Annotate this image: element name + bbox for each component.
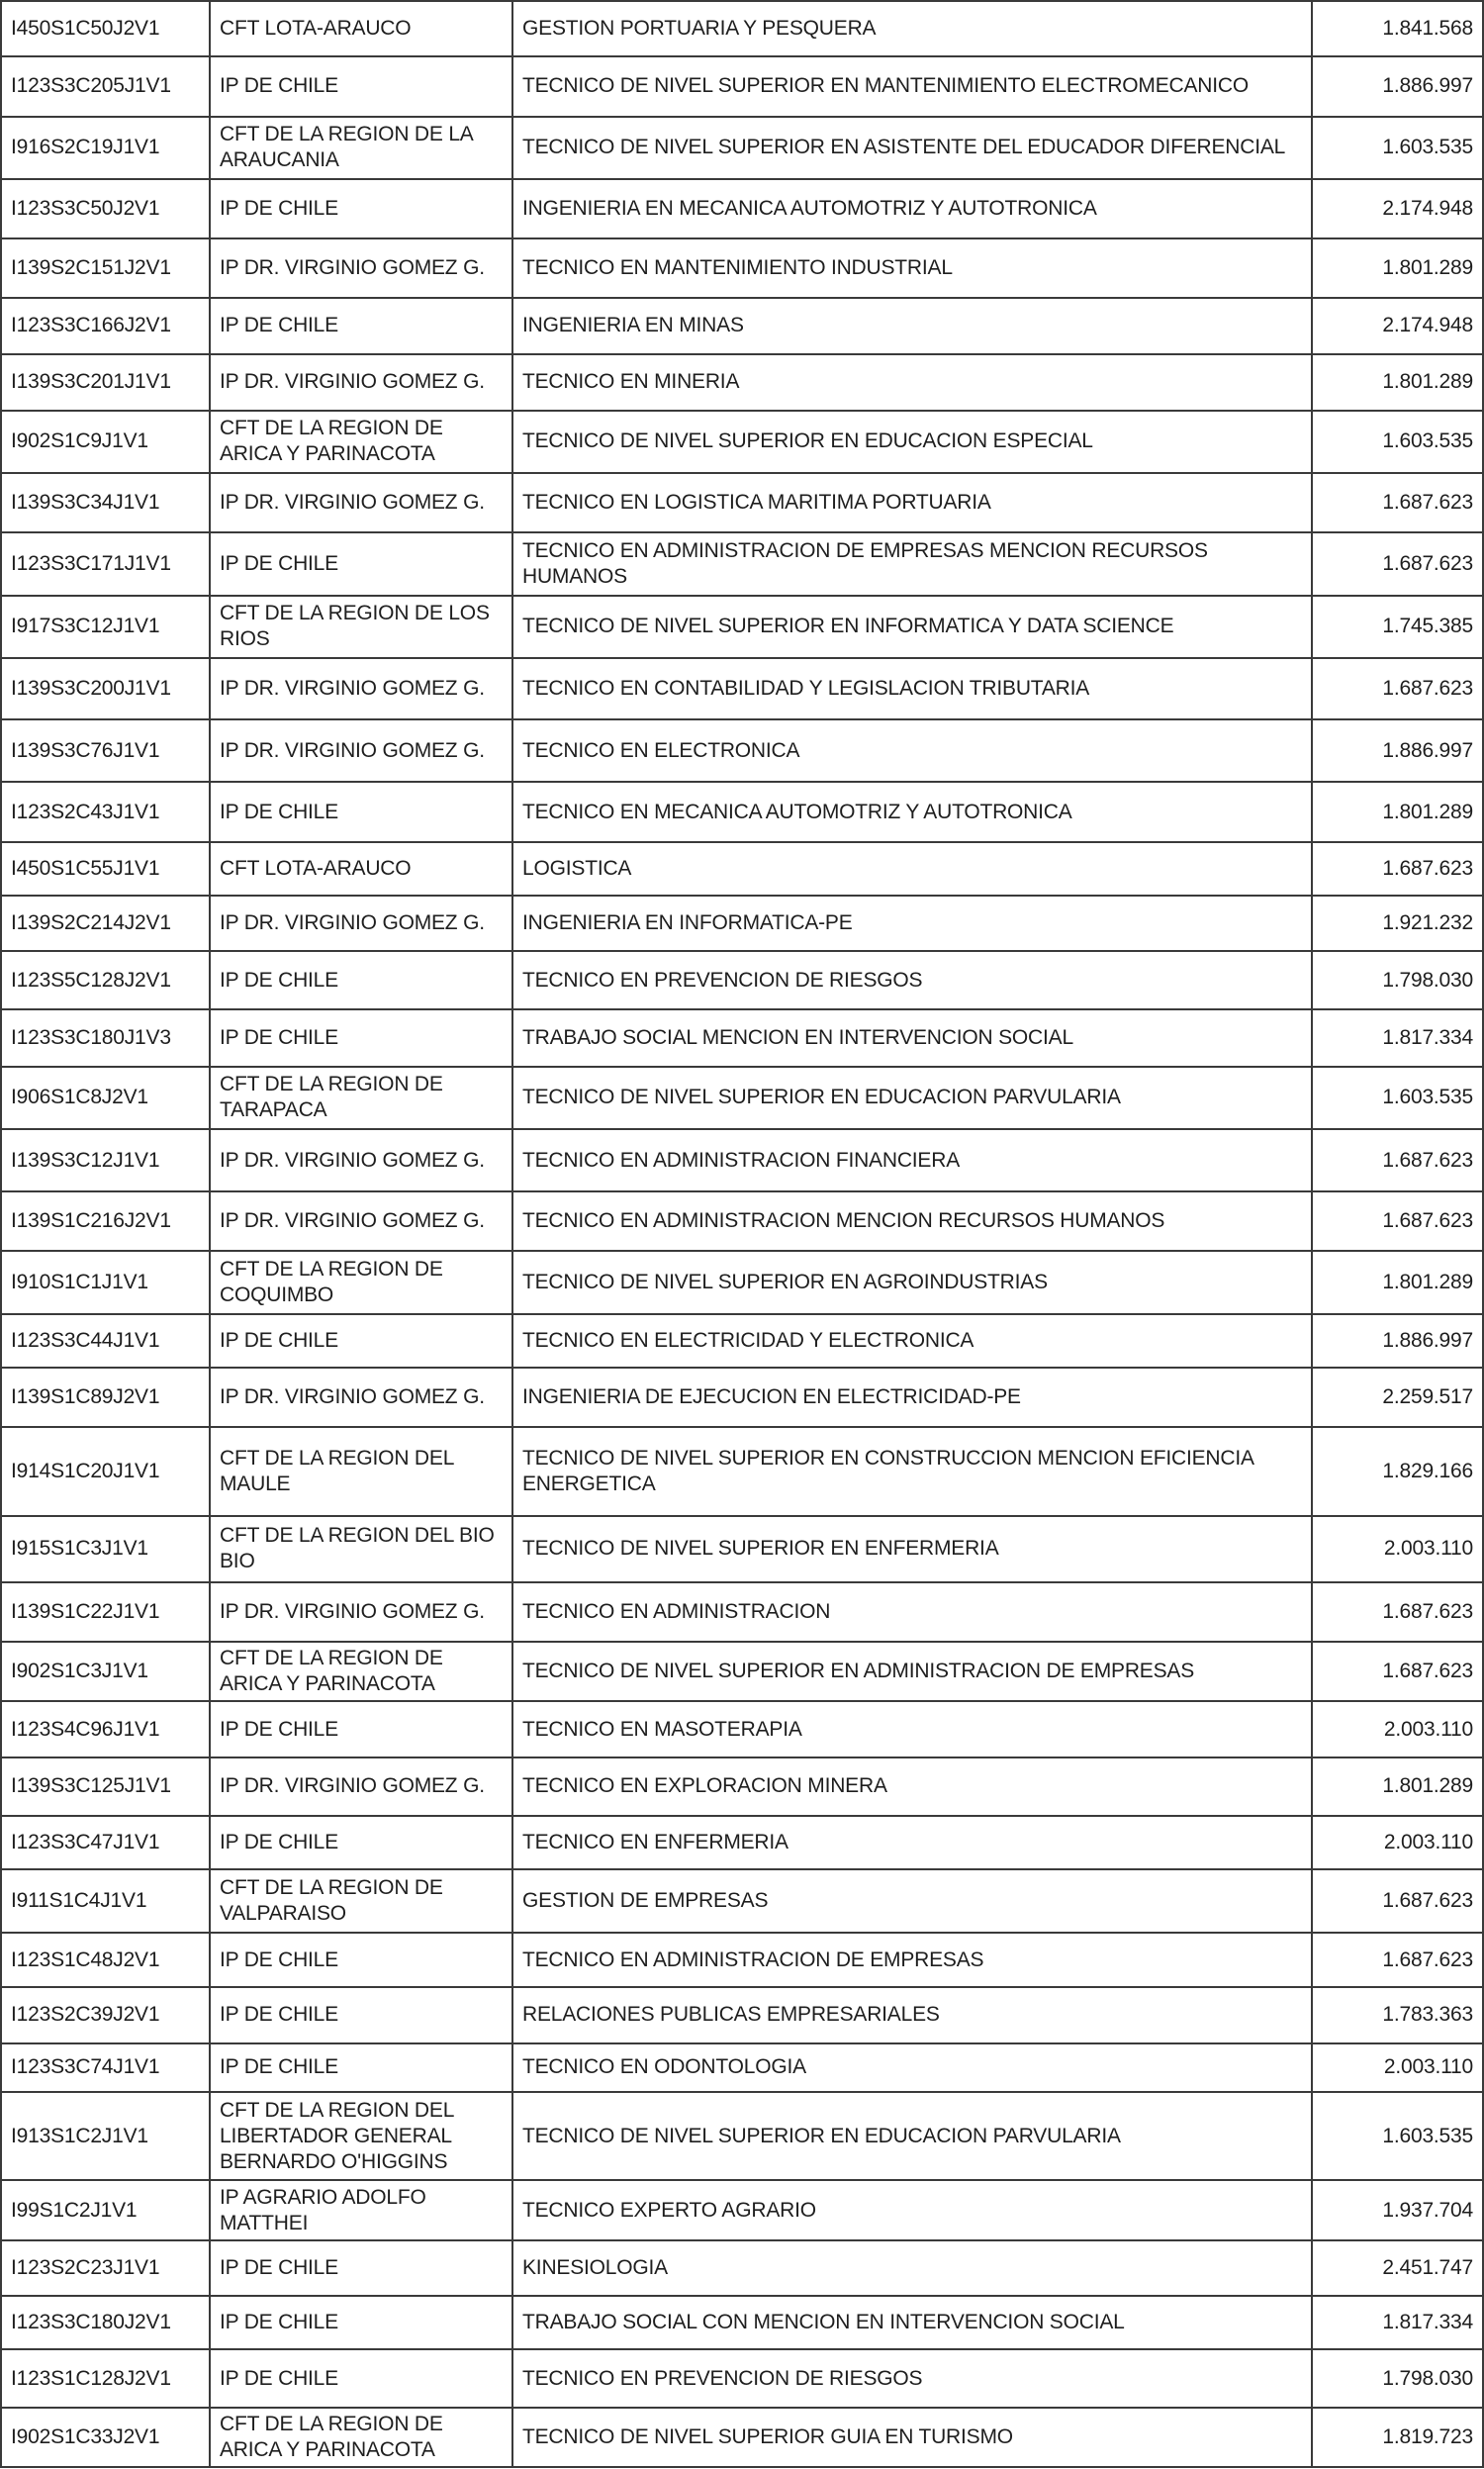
program-name-cell: TECNICO EN ODONTOLOGIA: [512, 2043, 1312, 2092]
institution-cell: IP DE CHILE: [210, 1933, 512, 1986]
table-row: [1, 2043, 1483, 2092]
programs-table-body: [1, 1, 1483, 2467]
program-code-cell: I123S3C180J2V1: [1, 2296, 210, 2349]
program-code-cell: I139S3C12J1V1: [1, 1129, 210, 1191]
institution-cell: IP DR. VIRGINIO GOMEZ G.: [210, 1129, 512, 1191]
table-row: [1, 2349, 1483, 2408]
table-row: [1, 179, 1483, 238]
institution-cell: IP DE CHILE: [210, 532, 512, 595]
program-name-cell: TECNICO DE NIVEL SUPERIOR EN EDUCACION ESPECIAL: [512, 411, 1312, 473]
table-row: [1, 1869, 1483, 1933]
institution-cell: CFT DE LA REGION DE LA ARAUCANIA: [210, 117, 512, 179]
table-row: [1, 2180, 1483, 2239]
program-code-cell: I450S1C50J2V1: [1, 1, 210, 56]
amount-cell: 1.745.385: [1312, 596, 1483, 658]
institution-cell: IP DE CHILE: [210, 2043, 512, 2092]
amount-cell: 1.801.289: [1312, 1757, 1483, 1816]
program-code-cell: I139S2C214J2V1: [1, 896, 210, 951]
institution-cell: IP DR. VIRGINIO GOMEZ G.: [210, 1582, 512, 1642]
table-row: [1, 238, 1483, 298]
amount-cell: 1.801.289: [1312, 782, 1483, 841]
program-code-cell: I123S3C180J1V3: [1, 1009, 210, 1066]
amount-cell: 1.801.289: [1312, 1251, 1483, 1313]
program-name-cell: TECNICO EXPERTO AGRARIO: [512, 2180, 1312, 2239]
amount-cell: 1.829.166: [1312, 1427, 1483, 1515]
institution-cell: CFT DE LA REGION DE LOS RIOS: [210, 596, 512, 658]
table-row: [1, 951, 1483, 1009]
program-name-cell: KINESIOLOGIA: [512, 2240, 1312, 2296]
institution-cell: IP DR. VIRGINIO GOMEZ G.: [210, 473, 512, 532]
program-name-cell: TECNICO DE NIVEL SUPERIOR EN ENFERMERIA: [512, 1516, 1312, 1582]
amount-cell: 1.801.289: [1312, 238, 1483, 298]
program-code-cell: I139S3C34J1V1: [1, 473, 210, 532]
program-name-cell: INGENIERIA EN MECANICA AUTOMOTRIZ Y AUTOTRONICA: [512, 179, 1312, 238]
program-code-cell: I450S1C55J1V1: [1, 842, 210, 896]
program-code-cell: I911S1C4J1V1: [1, 1869, 210, 1933]
institution-cell: IP DE CHILE: [210, 1009, 512, 1066]
program-code-cell: I99S1C2J1V1: [1, 2180, 210, 2239]
table-row: [1, 298, 1483, 353]
table-row: [1, 782, 1483, 841]
program-name-cell: TRABAJO SOCIAL CON MENCION EN INTERVENCION SOCIAL: [512, 2296, 1312, 2349]
table-row: [1, 596, 1483, 658]
program-code-cell: I123S3C44J1V1: [1, 1314, 210, 1368]
program-code-cell: I139S1C22J1V1: [1, 1582, 210, 1642]
amount-cell: 1.687.623: [1312, 1129, 1483, 1191]
table-row: [1, 1757, 1483, 1816]
amount-cell: 1.603.535: [1312, 117, 1483, 179]
program-name-cell: TECNICO DE NIVEL SUPERIOR EN MANTENIMIENTO ELECTROMECANICO: [512, 56, 1312, 116]
program-code-cell: I123S3C74J1V1: [1, 2043, 210, 2092]
table-row: [1, 1427, 1483, 1515]
program-name-cell: TECNICO DE NIVEL SUPERIOR EN INFORMATICA Y DATA SCIENCE: [512, 596, 1312, 658]
institution-cell: IP DE CHILE: [210, 1816, 512, 1869]
table-row: [1, 1701, 1483, 1757]
institution-cell: CFT LOTA-ARAUCO: [210, 842, 512, 896]
table-row: [1, 1251, 1483, 1313]
program-name-cell: TECNICO DE NIVEL SUPERIOR EN AGROINDUSTRIAS: [512, 1251, 1312, 1313]
program-code-cell: I123S1C128J2V1: [1, 2349, 210, 2408]
amount-cell: 1.687.623: [1312, 842, 1483, 896]
program-name-cell: TECNICO DE NIVEL SUPERIOR EN CONSTRUCCION MENCION EFICIENCIA ENERGETICA: [512, 1427, 1312, 1515]
institution-cell: CFT DE LA REGION DE ARICA Y PARINACOTA: [210, 411, 512, 473]
program-code-cell: I123S3C171J1V1: [1, 532, 210, 595]
table-row: [1, 354, 1483, 411]
amount-cell: 1.603.535: [1312, 411, 1483, 473]
institution-cell: CFT DE LA REGION DEL MAULE: [210, 1427, 512, 1515]
amount-cell: 1.603.535: [1312, 2092, 1483, 2180]
program-code-cell: I123S3C166J2V1: [1, 298, 210, 353]
program-name-cell: TECNICO DE NIVEL SUPERIOR EN ASISTENTE DEL EDUCADOR DIFERENCIAL: [512, 117, 1312, 179]
program-name-cell: GESTION DE EMPRESAS: [512, 1869, 1312, 1933]
institution-cell: IP DR. VIRGINIO GOMEZ G.: [210, 1368, 512, 1427]
amount-cell: 1.817.334: [1312, 2296, 1483, 2349]
institution-cell: IP DE CHILE: [210, 2349, 512, 2408]
program-name-cell: TECNICO EN LOGISTICA MARITIMA PORTUARIA: [512, 473, 1312, 532]
amount-cell: 1.841.568: [1312, 1, 1483, 56]
table-row: [1, 1129, 1483, 1191]
program-code-cell: I123S2C23J1V1: [1, 2240, 210, 2296]
program-name-cell: GESTION PORTUARIA Y PESQUERA: [512, 1, 1312, 56]
institution-cell: CFT DE LA REGION DEL LIBERTADOR GENERAL BERNARDO O'HIGGINS: [210, 2092, 512, 2180]
amount-cell: 1.819.723: [1312, 2408, 1483, 2467]
table-row: [1, 658, 1483, 719]
amount-cell: 1.603.535: [1312, 1067, 1483, 1129]
institution-cell: CFT DE LA REGION DE ARICA Y PARINACOTA: [210, 1642, 512, 1701]
institution-cell: CFT LOTA-ARAUCO: [210, 1, 512, 56]
program-code-cell: I917S3C12J1V1: [1, 596, 210, 658]
amount-cell: 1.687.623: [1312, 1933, 1483, 1986]
program-name-cell: RELACIONES PUBLICAS EMPRESARIALES: [512, 1987, 1312, 2043]
table-row: [1, 1, 1483, 56]
institution-cell: IP DR. VIRGINIO GOMEZ G.: [210, 354, 512, 411]
program-code-cell: I902S1C9J1V1: [1, 411, 210, 473]
amount-cell: 1.687.623: [1312, 473, 1483, 532]
institution-cell: IP DR. VIRGINIO GOMEZ G.: [210, 719, 512, 782]
table-row: [1, 1642, 1483, 1701]
program-name-cell: TECNICO EN ADMINISTRACION DE EMPRESAS MENCION RECURSOS HUMANOS: [512, 532, 1312, 595]
table-row: [1, 2408, 1483, 2467]
amount-cell: 2.003.110: [1312, 2043, 1483, 2092]
program-code-cell: I139S1C216J2V1: [1, 1191, 210, 1251]
program-name-cell: TECNICO EN PREVENCION DE RIESGOS: [512, 2349, 1312, 2408]
table-row: [1, 56, 1483, 116]
program-code-cell: I123S2C43J1V1: [1, 782, 210, 841]
program-name-cell: TECNICO EN MECANICA AUTOMOTRIZ Y AUTOTRONICA: [512, 782, 1312, 841]
program-name-cell: TECNICO EN ENFERMERIA: [512, 1816, 1312, 1869]
program-name-cell: TECNICO EN ADMINISTRACION MENCION RECURSOS HUMANOS: [512, 1191, 1312, 1251]
amount-cell: 1.886.997: [1312, 56, 1483, 116]
program-code-cell: I916S2C19J1V1: [1, 117, 210, 179]
amount-cell: 1.798.030: [1312, 2349, 1483, 2408]
table-row: [1, 532, 1483, 595]
institution-cell: IP DE CHILE: [210, 2240, 512, 2296]
program-name-cell: TECNICO EN EXPLORACION MINERA: [512, 1757, 1312, 1816]
program-name-cell: LOGISTICA: [512, 842, 1312, 896]
program-name-cell: TECNICO EN CONTABILIDAD Y LEGISLACION TRIBUTARIA: [512, 658, 1312, 719]
institution-cell: CFT DE LA REGION DEL BIO BIO: [210, 1516, 512, 1582]
program-name-cell: TECNICO EN MASOTERAPIA: [512, 1701, 1312, 1757]
program-code-cell: I906S1C8J2V1: [1, 1067, 210, 1129]
table-row: [1, 1009, 1483, 1066]
program-name-cell: INGENIERIA DE EJECUCION EN ELECTRICIDAD-PE: [512, 1368, 1312, 1427]
program-name-cell: INGENIERIA EN INFORMATICA-PE: [512, 896, 1312, 951]
table-row: [1, 1582, 1483, 1642]
program-code-cell: I139S3C76J1V1: [1, 719, 210, 782]
amount-cell: 1.687.623: [1312, 532, 1483, 595]
table-row: [1, 2092, 1483, 2180]
program-name-cell: TECNICO DE NIVEL SUPERIOR EN EDUCACION PARVULARIA: [512, 2092, 1312, 2180]
amount-cell: 2.174.948: [1312, 179, 1483, 238]
institution-cell: IP DE CHILE: [210, 179, 512, 238]
table-row: [1, 1368, 1483, 1427]
table-row: [1, 117, 1483, 179]
table-row: [1, 1816, 1483, 1869]
table-row: [1, 842, 1483, 896]
program-code-cell: I914S1C20J1V1: [1, 1427, 210, 1515]
institution-cell: CFT DE LA REGION DE TARAPACA: [210, 1067, 512, 1129]
institution-cell: CFT DE LA REGION DE ARICA Y PARINACOTA: [210, 2408, 512, 2467]
amount-cell: 1.783.363: [1312, 1987, 1483, 2043]
table-row: [1, 1987, 1483, 2043]
institution-cell: CFT DE LA REGION DE VALPARAISO: [210, 1869, 512, 1933]
table-row: [1, 1067, 1483, 1129]
program-name-cell: INGENIERIA EN MINAS: [512, 298, 1312, 353]
table-row: [1, 2240, 1483, 2296]
amount-cell: 1.687.623: [1312, 1582, 1483, 1642]
program-code-cell: I902S1C3J1V1: [1, 1642, 210, 1701]
program-code-cell: I139S1C89J2V1: [1, 1368, 210, 1427]
amount-cell: 1.801.289: [1312, 354, 1483, 411]
program-code-cell: I123S3C47J1V1: [1, 1816, 210, 1869]
table-row: [1, 473, 1483, 532]
amount-cell: 1.817.334: [1312, 1009, 1483, 1066]
program-name-cell: TECNICO EN MINERIA: [512, 354, 1312, 411]
amount-cell: 1.886.997: [1312, 719, 1483, 782]
program-code-cell: I123S3C205J1V1: [1, 56, 210, 116]
amount-cell: 2.003.110: [1312, 1816, 1483, 1869]
table-row: [1, 1314, 1483, 1368]
table-row: [1, 1516, 1483, 1582]
program-name-cell: TECNICO DE NIVEL SUPERIOR GUIA EN TURISMO: [512, 2408, 1312, 2467]
institution-cell: IP DE CHILE: [210, 298, 512, 353]
institution-cell: IP DR. VIRGINIO GOMEZ G.: [210, 896, 512, 951]
program-name-cell: TECNICO EN ELECTRONICA: [512, 719, 1312, 782]
program-name-cell: TECNICO EN ELECTRICIDAD Y ELECTRONICA: [512, 1314, 1312, 1368]
institution-cell: IP DE CHILE: [210, 1701, 512, 1757]
program-name-cell: TECNICO EN MANTENIMIENTO INDUSTRIAL: [512, 238, 1312, 298]
program-name-cell: TECNICO EN ADMINISTRACION FINANCIERA: [512, 1129, 1312, 1191]
amount-cell: 1.687.623: [1312, 658, 1483, 719]
institution-cell: IP DR. VIRGINIO GOMEZ G.: [210, 1757, 512, 1816]
amount-cell: 1.798.030: [1312, 951, 1483, 1009]
program-code-cell: I913S1C2J1V1: [1, 2092, 210, 2180]
amount-cell: 2.259.517: [1312, 1368, 1483, 1427]
table-row: [1, 1191, 1483, 1251]
institution-cell: IP DE CHILE: [210, 2296, 512, 2349]
program-name-cell: TECNICO DE NIVEL SUPERIOR EN EDUCACION PARVULARIA: [512, 1067, 1312, 1129]
program-name-cell: TECNICO EN ADMINISTRACION DE EMPRESAS: [512, 1933, 1312, 1986]
program-code-cell: I139S3C125J1V1: [1, 1757, 210, 1816]
table-row: [1, 411, 1483, 473]
institution-cell: IP DR. VIRGINIO GOMEZ G.: [210, 1191, 512, 1251]
institution-cell: IP DE CHILE: [210, 1314, 512, 1368]
program-code-cell: I123S3C50J2V1: [1, 179, 210, 238]
program-code-cell: I123S2C39J2V1: [1, 1987, 210, 2043]
institution-cell: IP DE CHILE: [210, 1987, 512, 2043]
institution-cell: CFT DE LA REGION DE COQUIMBO: [210, 1251, 512, 1313]
program-code-cell: I139S3C201J1V1: [1, 354, 210, 411]
amount-cell: 2.174.948: [1312, 298, 1483, 353]
institution-cell: IP AGRARIO ADOLFO MATTHEI: [210, 2180, 512, 2239]
program-code-cell: I123S5C128J2V1: [1, 951, 210, 1009]
amount-cell: 1.886.997: [1312, 1314, 1483, 1368]
program-name-cell: TECNICO EN ADMINISTRACION: [512, 1582, 1312, 1642]
amount-cell: 2.451.747: [1312, 2240, 1483, 2296]
institution-cell: IP DE CHILE: [210, 951, 512, 1009]
amount-cell: 2.003.110: [1312, 1701, 1483, 1757]
amount-cell: 1.687.623: [1312, 1191, 1483, 1251]
program-code-cell: I123S4C96J1V1: [1, 1701, 210, 1757]
table-row: [1, 896, 1483, 951]
amount-cell: 1.687.623: [1312, 1642, 1483, 1701]
program-name-cell: TRABAJO SOCIAL MENCION EN INTERVENCION SOCIAL: [512, 1009, 1312, 1066]
program-name-cell: TECNICO DE NIVEL SUPERIOR EN ADMINISTRACION DE EMPRESAS: [512, 1642, 1312, 1701]
program-code-cell: I123S1C48J2V1: [1, 1933, 210, 1986]
program-code-cell: I139S2C151J2V1: [1, 238, 210, 298]
institution-cell: IP DE CHILE: [210, 56, 512, 116]
program-name-cell: TECNICO EN PREVENCION DE RIESGOS: [512, 951, 1312, 1009]
program-code-cell: I902S1C33J2V1: [1, 2408, 210, 2467]
institution-cell: IP DR. VIRGINIO GOMEZ G.: [210, 658, 512, 719]
institution-cell: IP DR. VIRGINIO GOMEZ G.: [210, 238, 512, 298]
program-code-cell: I910S1C1J1V1: [1, 1251, 210, 1313]
program-code-cell: I139S3C200J1V1: [1, 658, 210, 719]
table-row: [1, 2296, 1483, 2349]
amount-cell: 1.921.232: [1312, 896, 1483, 951]
table-row: [1, 1933, 1483, 1986]
institution-cell: IP DE CHILE: [210, 782, 512, 841]
table-row: [1, 719, 1483, 782]
amount-cell: 1.687.623: [1312, 1869, 1483, 1933]
amount-cell: 1.937.704: [1312, 2180, 1483, 2239]
amount-cell: 2.003.110: [1312, 1516, 1483, 1582]
program-code-cell: I915S1C3J1V1: [1, 1516, 210, 1582]
